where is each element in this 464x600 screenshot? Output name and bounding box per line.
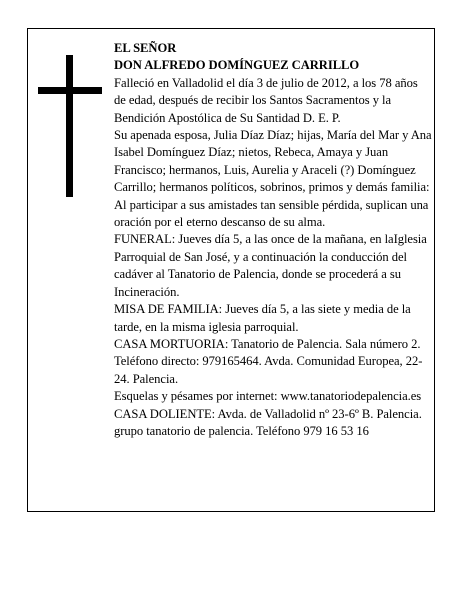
cross-icon <box>38 55 102 197</box>
family-list: Su apenada esposa, Julia Díaz Díaz; hijas, María del Mar y Ana Isabel Domínguez Díaz; nietos, Rebeca, Amaya y Juan Francisco; hermanos, Luis, Aurelia y Araceli (?) Domínguez Carrillo; hermanos políticos, sobrinos, primos y demás familia: <box>114 128 432 195</box>
deceased-name: DON ALFREDO DOMÍNGUEZ CARRILLO <box>114 58 360 73</box>
mortuary-info: CASA MORTUORIA: Tanatorio de Palencia. Sala número 2. Teléfono directo: 979165464. Avda. Comunidad Europea, 22-24. Palencia. <box>114 336 423 386</box>
obituary-text <box>114 40 432 440</box>
grieving-home: CASA DOLIENTE: Avda. de Valladolid nº 23-6º B. Palencia. <box>114 406 422 421</box>
cross-vertical-bar <box>66 55 73 197</box>
funeral-home-footer: grupo tanatorio de palencia. Teléfono 979 16 53 16 <box>114 423 369 438</box>
death-announcement: Falleció en Valladolid el día 3 de julio de 2012, a los 78 años de edad, después de recibir los Santos Sacramentos y la Bendición Apostólica de Su Santidad D. E. P. <box>114 75 418 125</box>
cross-horizontal-bar <box>38 87 102 94</box>
family-mass-info: MISA DE FAMILIA: Jueves día 5, a las siete y media de la tarde, en la misma iglesia parroquial. <box>114 302 411 334</box>
header-title: EL SEÑOR <box>114 41 177 55</box>
internet-condolences: Esquelas y pésames por internet: www.tanatoriodepalencia.es <box>114 389 422 404</box>
prayer-request: Al participar a sus amistades tan sensible pérdida, suplican una oración por el eterno descanso de su alma. <box>114 197 429 230</box>
funeral-info: FUNERAL: Jueves día 5, a las once de la mañana, en laIglesia Parroquial de San José, y a continuación la conducción del cadáver al Tanatorio de Palencia, donde se procederá a su Incineración. <box>114 232 427 299</box>
